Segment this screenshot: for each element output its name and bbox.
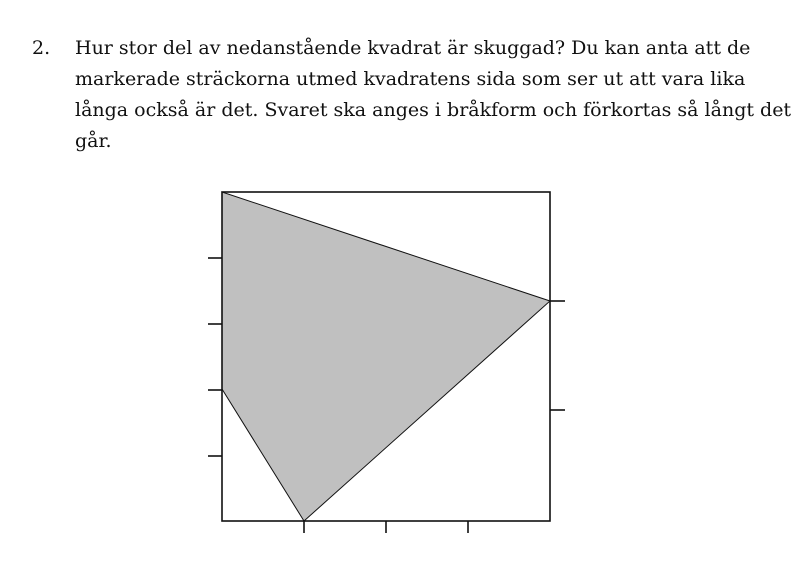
- problem-text-line: går.: [75, 130, 112, 152]
- right-tick-marks: [550, 301, 565, 410]
- problem-text-line: långa också är det. Svaret ska anges i bråkform och förkortas så långt det: [75, 99, 792, 121]
- left-tick-marks: [208, 258, 222, 456]
- shaded-region: [222, 192, 550, 521]
- problem-number: 2.: [32, 37, 51, 59]
- problem-text-line: Hur stor del av nedanstående kvadrat är skuggad? Du kan anta att de: [75, 37, 751, 59]
- problem-text-line: markerade sträckorna utmed kvadratens sida som ser ut att vara lika: [75, 68, 746, 90]
- bottom-tick-marks: [304, 521, 468, 533]
